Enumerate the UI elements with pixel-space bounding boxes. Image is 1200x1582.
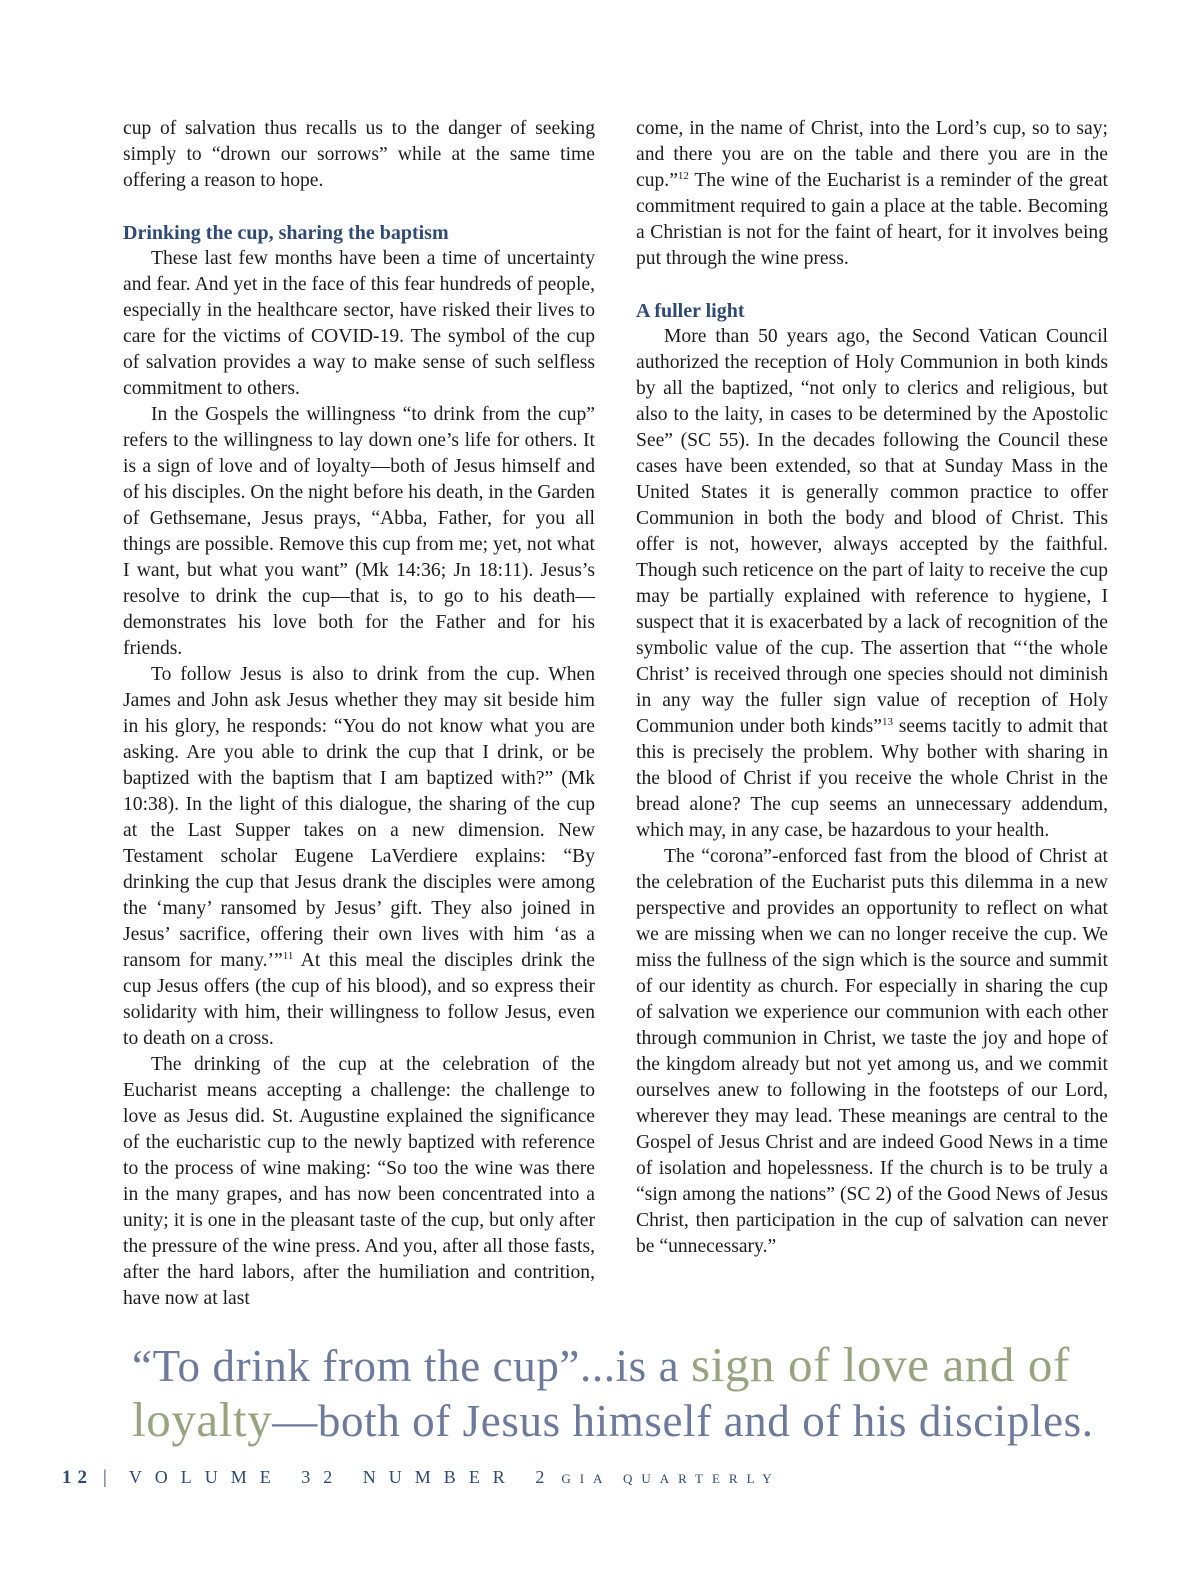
paragraph: The drinking of the cup at the celebration of the Eucharist means accepting a challenge: the challenge to love as Jesus did. St. Augustine explained the significance of the eucharistic cup to the newly baptized with reference to the process of wine making: “So too the wine was there in the many grapes, and has now been concentrated into a unity; it is one in the pleasant taste of the cup, but only after the pressure of the wine press. And you, after all those fasts, after the hard labors, after the humiliation and contrition, have now at last [123, 1054, 595, 1309]
page-footer [62, 1467, 781, 1493]
section-heading-drinking-the-cup: Drinking the cup, sharing the baptism [123, 222, 449, 244]
paragraph-text: come, in the name of Christ, into the Lord’s cup, so to say; and there you are on the table and there you are in the cup.” [636, 118, 1108, 191]
paragraph [636, 324, 1108, 844]
paragraph-text: To follow Jesus is also to drink from the cup. When James and John ask Jesus whether they may sit beside him in his glory, he responds: “You do not know what you are asking. Are you able to drink the cup that I drink, or be baptized with the baptism that I am baptized with?” (Mk 10:38). In the light of this dialogue, the sharing of the cup at the Last Supper takes on a new dimension. New Testament scholar Eugene LaVerdiere explains: “By drinking the cup that Jesus drank the disciples were among the ‘many’ ransomed by Jesus’ gift. They also joined in Jesus’ sacrifice, offering their own lives with him ‘as a ransom for many.’” [123, 664, 595, 971]
paragraph [636, 116, 1108, 272]
section-heading-a-fuller-light: A fuller light [636, 300, 745, 322]
paragraph: These last few months have been a time of uncertainty and fear. And yet in the face of this fear hundreds of people, especially in the healthcare sector, have risked their lives to care for the victims of COVID-19. The symbol of the cup of salvation provides a way to make sense of such selfless commitment to others. [123, 248, 595, 399]
pull-quote [132, 1338, 1132, 1448]
paragraph: The “corona”-enforced fast from the blood of Christ at the celebration of the Eucharist puts this dilemma in a new perspective and provides an opportunity to reflect on what we are missing when we can no longer receive the cup. We miss the fullness of the sign which is the source and summit of our identity as church. For especially in sharing the cup of salvation we experience our communion with each other through communion in Christ, we taste the joy and hope of the kingdom already but not yet among us, and we commit ourselves anew to following in the footsteps of our Lord, wherever they may lead. These meanings are central to the Gospel of Jesus Christ and are indeed Good News in a time of isolation and hopelessness. If the church is to be truly a “sign among the nations” (SC 2) of the Good News of Jesus Christ, then participation in the cup of salvation can never be “unnecessary.” [636, 846, 1108, 1257]
pull-quote-highlight: sign of love and of loyalty [132, 1337, 1070, 1447]
paragraph: cup of salvation thus recalls us to the danger of seeking simply to “drown our sorrows” while at the same time offering a reason to hope. [123, 118, 595, 191]
pull-quote-text: “To drink from the cup”...is a [132, 1341, 692, 1391]
pull-quote-text: —both of Jesus himself and of his disciples. [272, 1396, 1094, 1446]
paragraph-text: At this meal the disciples drink the cup Jesus offers (the cup of his blood), and so express their solidarity with him, their willingness to follow Jesus, even to death on a cross. [123, 950, 595, 1049]
paragraph: In the Gospels the willingness “to drink from the cup” refers to the willingness to lay down one’s life for others. It is a sign of love and of loyalty—both of Jesus himself and of his disciples. On the night before his death, in the Garden of Gethsemane, Jesus prays, “Abba, Father, for you all things are possible. Remove this cup from me; yet, not what I want, but what you want” (Mk 14:36; Jn 18:11). Jesus’s resolve to drink the cup—that is, to go to his death—demonstrates his love both for the Father and for his friends. [123, 404, 595, 659]
left-column [123, 116, 595, 1312]
footer-separator: | [103, 1467, 107, 1488]
footnote-marker: 13 [881, 716, 893, 728]
publication-name: GIA QUARTERLY [561, 1471, 781, 1486]
paragraph-text: The wine of the Eucharist is a reminder of the great commitment required to gain a place at the table. Becoming a Christian is not for the faint of heart, for it involves being put through the wine press. [636, 170, 1108, 269]
page-number: 12 [62, 1467, 93, 1488]
volume-label: VOLUME 32 NUMBER 2 [128, 1467, 558, 1487]
paragraph-text: seems tacitly to admit that this is precisely the problem. Why bother with sharing in the blood of Christ if you receive the whole Christ in the bread alone? The cup seems an unnecessary addendum, which may, in any case, be hazardous to your health. [636, 716, 1108, 841]
right-column [636, 116, 1108, 1260]
paragraph-text: More than 50 years ago, the Second Vatican Council authorized the reception of Holy Communion in both kinds by all the baptized, “not only to clerics and religious, but also to the laity, in cases to be determined by the Apostolic See” (SC 55). In the decades following the Council these cases have been extended, so that at Sunday Mass in the United States it is generally common practice to offer Communion in both the body and blood of Christ. This offer is not, however, always accepted by the faithful. Though such reticence on the part of laity to receive the cup may be partially explained with reference to hygiene, I suspect that it is exacerbated by a lack of recognition of the symbolic value of the cup. The assertion that “‘the whole Christ’ is received through one species should not diminish in any way the fuller sign value of reception of Holy Communion under both kinds” [636, 326, 1108, 737]
footnote-marker: 12 [677, 170, 689, 182]
paragraph [123, 662, 595, 1052]
footnote-marker: 11 [282, 950, 294, 962]
